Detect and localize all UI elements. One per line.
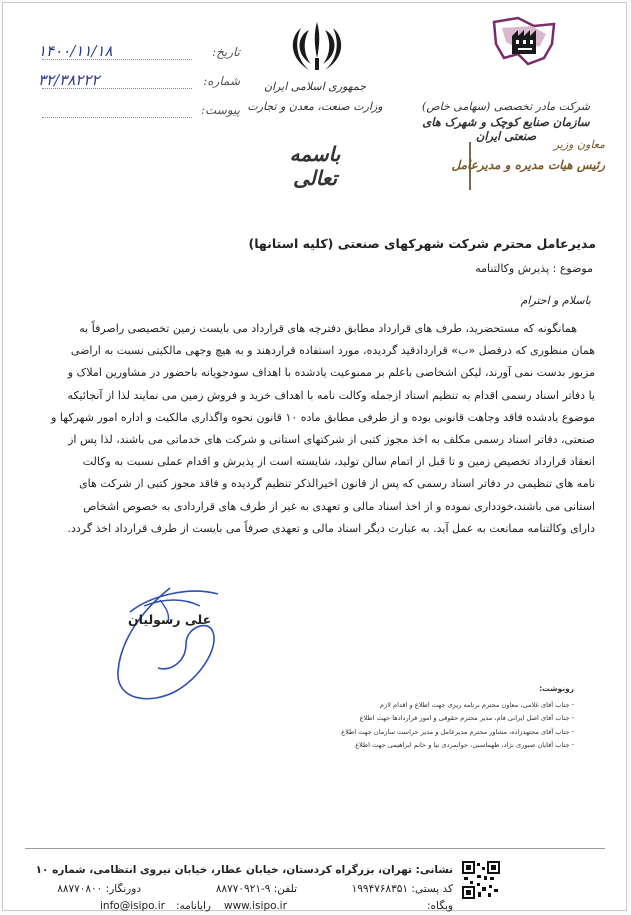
handwritten-signature	[100, 572, 240, 712]
cc-title: رونوشت:	[539, 684, 574, 693]
body-line: انعقاد قرارداد تخصیص زمین و تا قبل از اتمام سالن تولید، شایسته است از پذیرش و اقدام عملی نسبت به وکالت	[82, 455, 595, 469]
body-line: صنعتی، دفاتر اسناد رسمی مکلف به اخذ مجوز کتبی از شرکتهای استانی و شرکت های خدماتی می باشند، لذا پس از	[68, 433, 595, 447]
iran-emblem-icon	[287, 18, 347, 76]
footer-email[interactable]: info@isipo.ir	[100, 900, 165, 912]
attachment-label: پیوست:	[200, 103, 240, 117]
body-line: موضوع یادشده فاقد وجاهت قانونی بوده و از طرفی مطابق ماده ۱۰ قانون نحوه واگذاری مالکیت و اداره امور شهرکها و	[51, 410, 595, 424]
company-title	[411, 100, 601, 143]
number-label: شماره:	[203, 74, 240, 88]
cc-item: - جناب آقای مجتهدزاده، مشاور محترم مدیرعامل و مدیر حراست سازمان جهت اطلاع	[341, 727, 574, 736]
addressee: مدیرعامل محترم شرکت شهرکهای صنعتی (کلیه استانها)	[248, 236, 596, 251]
salutation: باسلام و احترام	[520, 294, 591, 307]
cc-item: - جناب آقای اصل ایرانی فام، مدیر محترم حقوقی و امور قراردادها جهت اطلاع	[359, 714, 574, 722]
signatory-name: علی رسولیان	[128, 612, 212, 627]
cc-item: - جناب آقایان صبوری نژاد، طهماسبی، جوانمردی نیا و خانم ابراهیمی جهت اطلاع	[355, 741, 574, 749]
role-deputy-minister: معاون وزیر	[553, 138, 605, 151]
footer-email-label: رایانامه:	[175, 900, 211, 912]
attachment-dotted-line	[42, 117, 192, 118]
footer-address: نشانی: تهران، بزرگراه کردستان، خیابان عطار، خیابان نیروی انتظامی، شماره ۱۰	[35, 864, 453, 876]
basmala: باسمه تعالی	[289, 142, 341, 190]
body-line: دارای وکالتنامه ممانعت به عمل آید. به عبارت دیگر اسناد مالی و تعهدی صرفاً می بایست از طرف قرارداد اخذ گردد.	[67, 521, 595, 535]
body-line: یا دفاتر اسناد رسمی اقدام به تنظیم اسناد ازجمله وکالت نامه با اهداف خرید و فروش زمین می نمایند لذا از آنجائیکه	[67, 388, 595, 402]
cc-item: - جناب آقای غلامی، معاون محترم برنامه ریزی جهت اطلاع و اقدام لازم	[379, 700, 574, 709]
number-value: ۳۲/۳۸۲۲۲	[38, 71, 100, 89]
company-logo-icon	[488, 14, 560, 72]
letter-body	[39, 318, 595, 540]
date-value: ۱۴۰۰/۱۱/۱۸	[38, 42, 113, 60]
ministry-title: وزارت صنعت، معدن و تجارت	[247, 100, 383, 113]
body-line: نامه های تنظیمی در دفاتر اسناد رسمی که پس از قانون اخیرالذکر تنظیم گردیده و فاقد مجوز کتبی از شرکت های	[79, 477, 595, 491]
footer-fax: دورنگار: ۸۸۷۷۰۸۰۰	[57, 883, 141, 895]
government-title: جمهوری اسلامی ایران	[263, 80, 367, 93]
number-row	[90, 74, 240, 88]
qr-code-icon	[462, 861, 500, 899]
footer-website-label: وبگاه:	[426, 900, 453, 912]
number-dotted-line	[42, 88, 192, 89]
body-line: استانی می باشند،خودداری نموده و از اخذ اسناد مالی و تعهدی به غیر از طرف های قراردادی به خصوص اشخاص	[83, 499, 595, 513]
company-type: شرکت مادر تخصصی (سهامی خاص)	[422, 100, 590, 113]
body-line: همان منظوری که درفصل «ب» قراردادقید گردیده، مورد استفاده قراردهند و به هیچ وجهی مالکیتی نسبت به اراضی	[70, 344, 595, 358]
footer-website[interactable]: www.isipo.ir	[224, 900, 287, 912]
role-ceo: رئیس هیات مدیره و مدیرعامل	[451, 158, 605, 172]
body-line: همانگونه که مستحضرید، طرف های قرارداد مطابق دفترچه های قرارداد می بایست زمین تخصیصی راصرفاً به	[79, 322, 577, 335]
footer-phone: تلفن: ۹-۸۸۷۷۰۹۲۱	[215, 883, 297, 895]
date-dotted-line	[42, 59, 192, 60]
company-name: سازمان صنایع کوچک و شهرک های صنعتی ایران	[422, 115, 590, 143]
footer-divider	[25, 848, 605, 849]
body-line: مزبور بدست نمی آورند، لیکن اشخاصی باعلم بر ممنوعیت یادشده با اهداف سودجویانه باحضور در مشاورین املاک و	[67, 366, 595, 380]
subject: موضوع : پذیرش وکالتنامه	[475, 262, 593, 275]
cc-list	[304, 682, 574, 753]
footer-postal-code: کد پستی: ۱۹۹۴۷۶۸۳۵۱	[351, 883, 453, 895]
date-label: تاریخ:	[212, 45, 240, 59]
attachment-row	[90, 103, 240, 117]
